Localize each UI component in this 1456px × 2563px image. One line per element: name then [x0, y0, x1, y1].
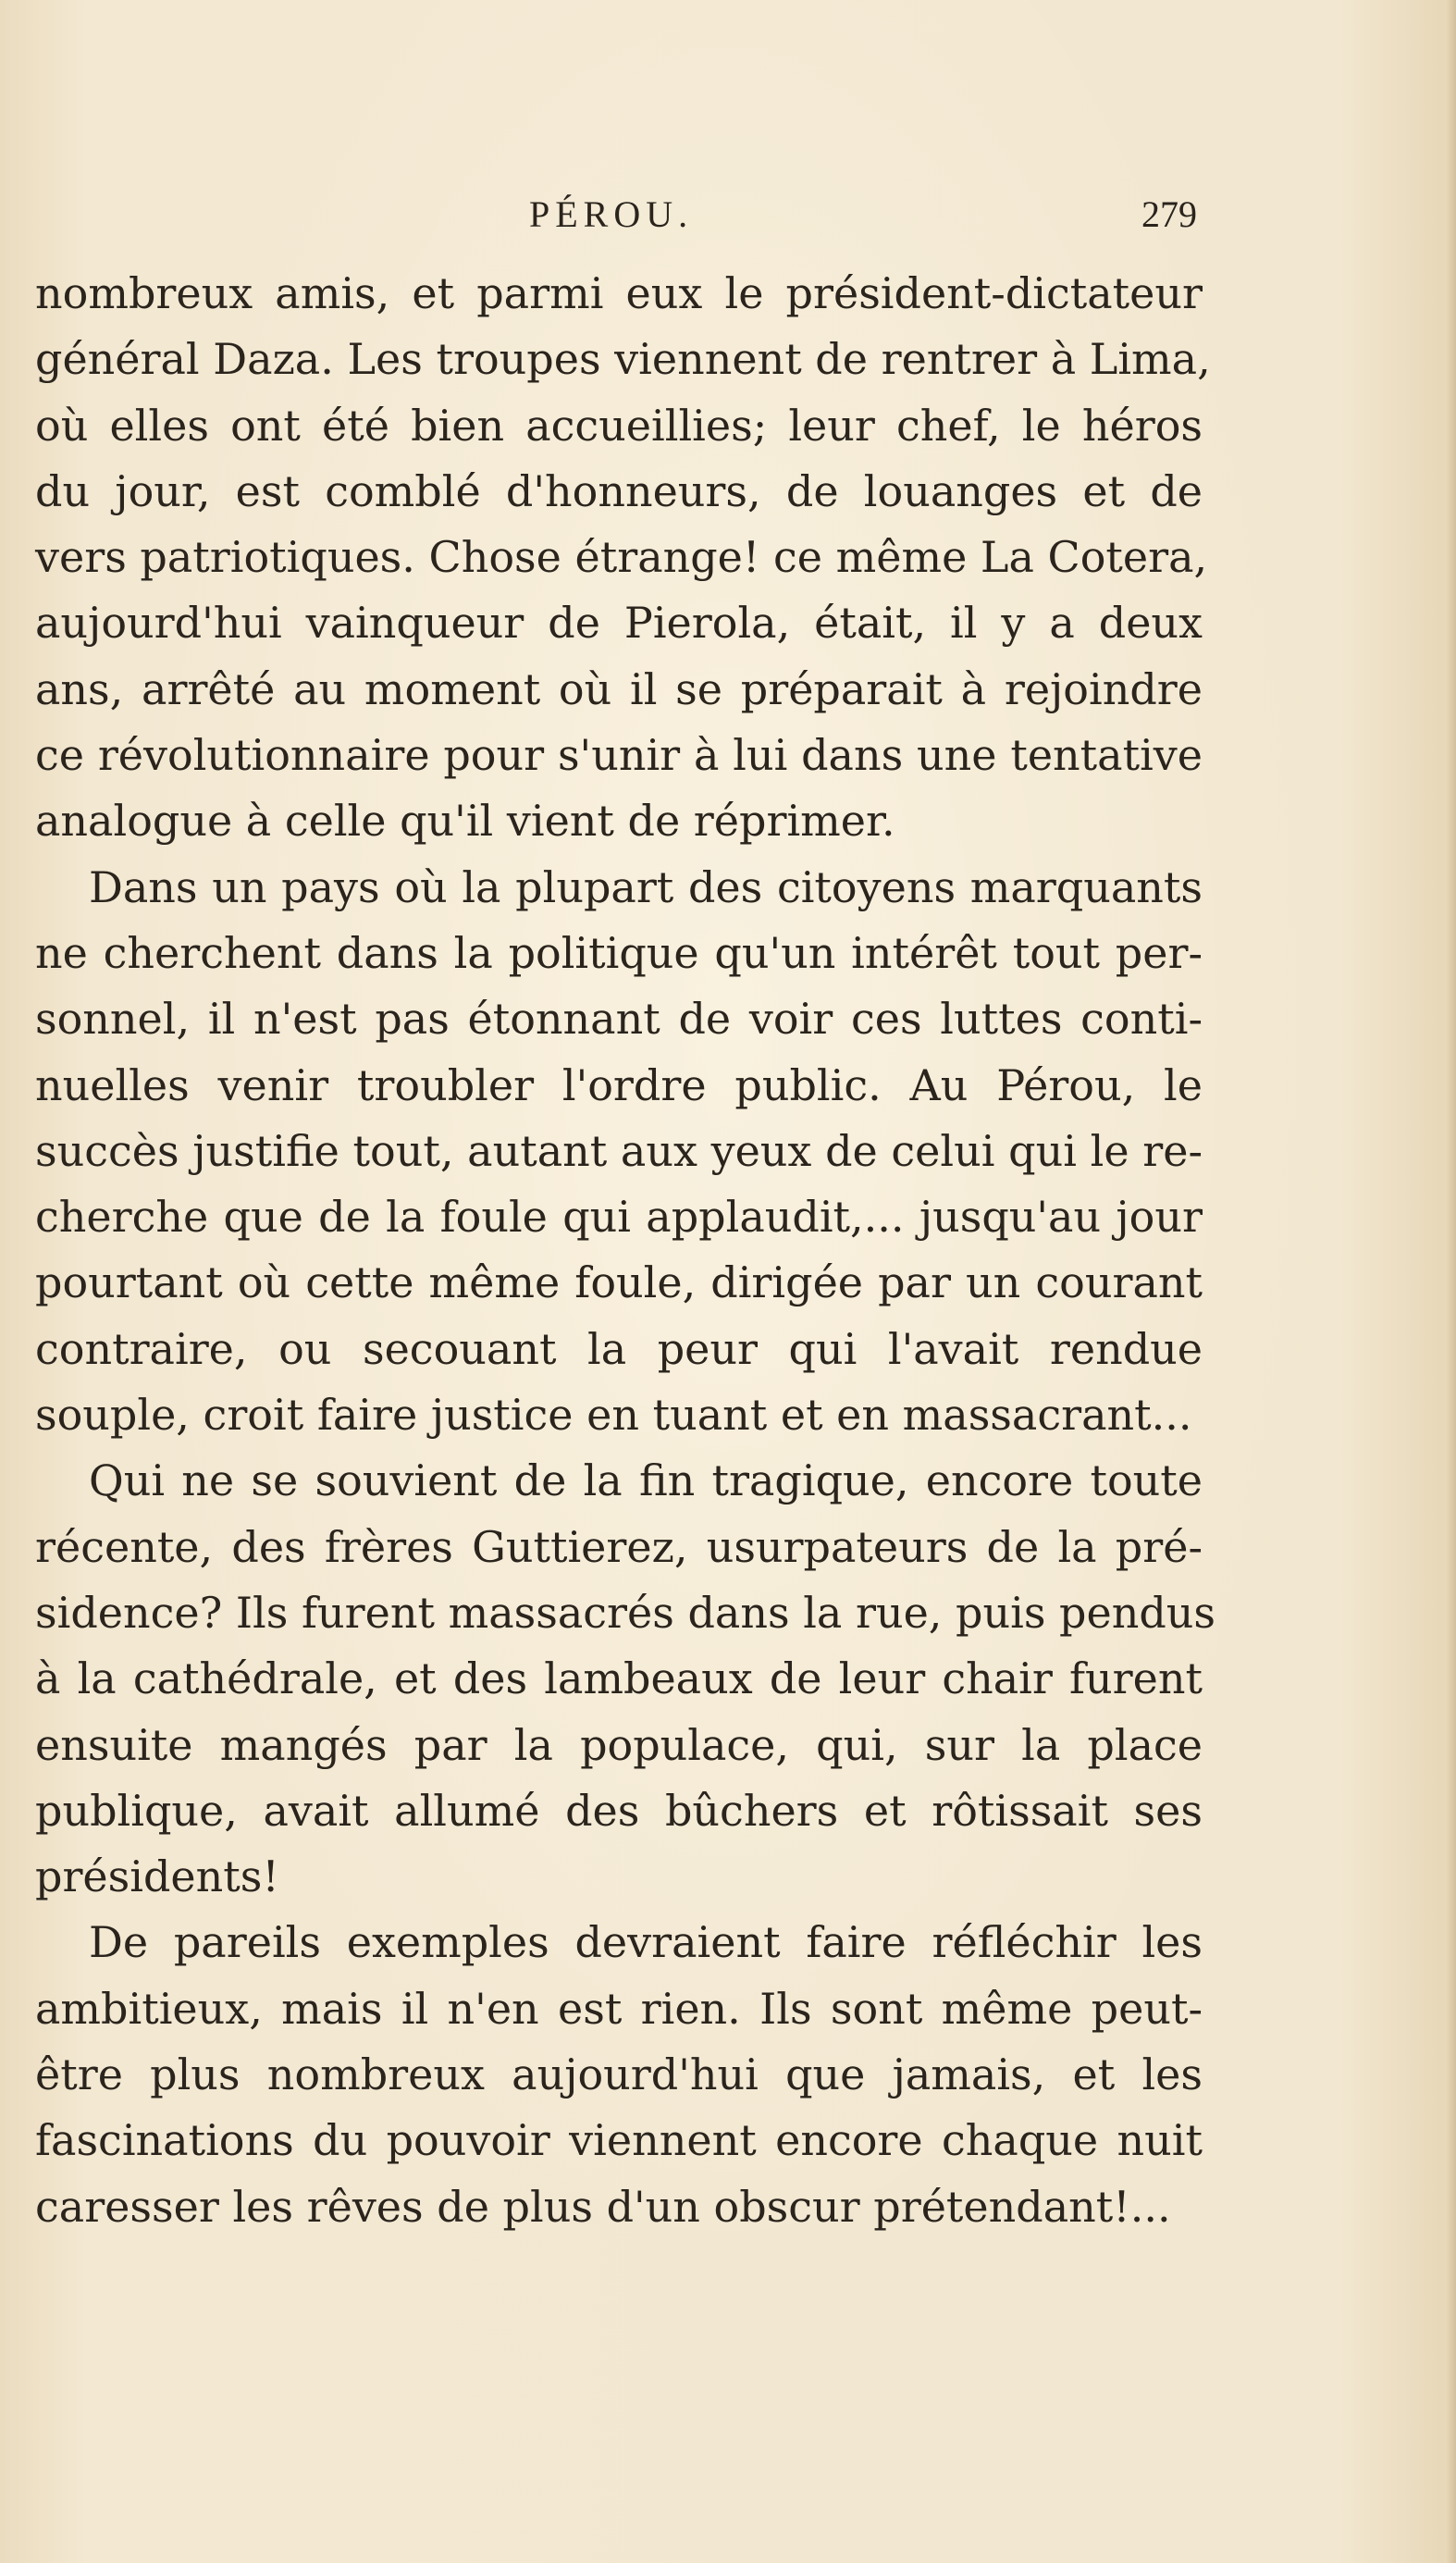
text-line: ans, arrêté au moment où il se préparait à rejoindre — [35, 663, 1203, 714]
body-text — [35, 261, 1216, 2240]
text-line: succès justifie tout, autant aux yeux de celui qui le re- — [35, 1125, 1203, 1176]
page-number: 279 — [1141, 193, 1197, 235]
text-line: fascinations du pouvoir viennent encore chaque nuit — [35, 2115, 1203, 2166]
text-line: à la cathédrale, et des lambeaux de leur chair furent — [35, 1653, 1203, 1704]
text-line: vers patriotiques. Chose étrange! ce même La Cotera, — [35, 532, 1208, 583]
page-edge-shadow — [1447, 0, 1456, 2563]
text-line: Dans un pays où la plupart des citoyens marquants — [89, 861, 1203, 912]
text-line: ne cherchent dans la politique qu'un intérêt tout per- — [35, 927, 1203, 978]
text-line: ce révolutionnaire pour s'unir à lui dans une tentative — [35, 730, 1203, 781]
text-line: être plus nombreux aujourd'hui que jamais, et les — [35, 2049, 1203, 2100]
paragraph — [35, 1910, 1203, 2239]
running-title: PÉROU. — [529, 193, 694, 235]
text-line: caresser les rêves de plus d'un obscur prétendant!... — [35, 2181, 1171, 2232]
text-line: du jour, est comblé d'honneurs, de louanges et de — [35, 465, 1203, 516]
paragraph — [35, 855, 1203, 1449]
text-line: De pareils exemples devraient faire réfléchir les — [89, 1917, 1203, 1968]
text-line: nuelles venir troubler l'ordre public. Au Pérou, le — [35, 1059, 1203, 1110]
text-line: ensuite mangés par la populace, qui, sur la place — [35, 1719, 1203, 1770]
text-line: ambitieux, mais il n'en est rien. Ils sont même peut- — [35, 1983, 1203, 2034]
text-line: souple, croit faire justice en tuant et en massacrant... — [35, 1390, 1192, 1441]
text-line: publique, avait allumé des bûchers et rôtissait ses — [35, 1785, 1203, 1836]
text-line: sidence? Ils furent massacrés dans la rue, puis pendus — [35, 1587, 1216, 1638]
text-line: pourtant où cette même foule, dirigée par un courant — [35, 1257, 1203, 1308]
paragraph — [35, 1448, 1216, 1910]
page-header — [0, 192, 1456, 248]
text-line: où elles ont été bien accueillies; leur chef, le héros — [35, 400, 1203, 451]
text-line: aujourd'hui vainqueur de Pierola, était, il y a deux — [35, 598, 1203, 649]
text-line: contraire, ou secouant la peur qui l'avait rendue — [35, 1323, 1203, 1374]
text-line: récente, des frères Guttierez, usurpateurs de la pré- — [35, 1521, 1203, 1572]
paragraph — [35, 261, 1211, 855]
text-line: analogue à celle qu'il vient de réprimer. — [35, 796, 895, 847]
text-line: présidents! — [35, 1851, 279, 1902]
text-line: nombreux amis, et parmi eux le président-dictateur — [35, 268, 1203, 318]
text-line: sonnel, il n'est pas étonnant de voir ces luttes conti- — [35, 994, 1203, 1045]
text-line: cherche que de la foule qui applaudit,... jusqu'au jour — [35, 1192, 1203, 1243]
text-line: général Daza. Les troupes viennent de rentrer à Lima, — [35, 334, 1211, 385]
text-line: Qui ne se souvient de la fin tragique, encore toute — [89, 1455, 1203, 1506]
